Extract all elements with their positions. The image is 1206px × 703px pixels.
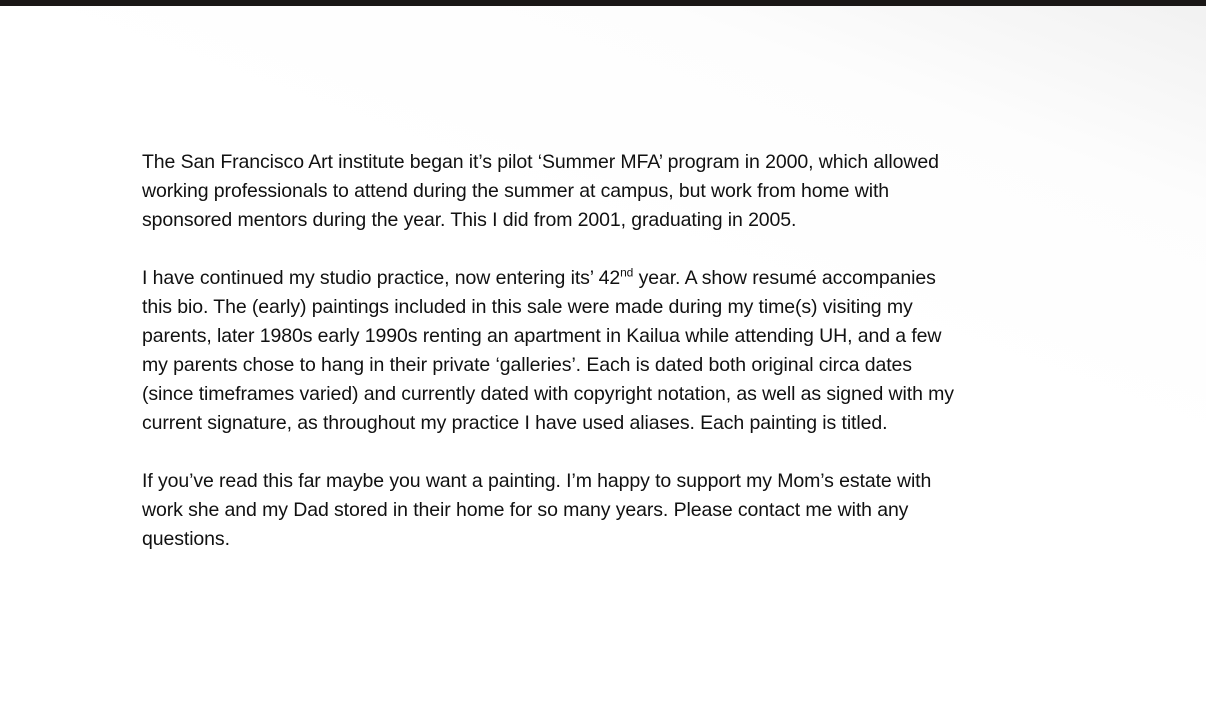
text-line xyxy=(142,264,954,293)
text-line: If you’ve read this far maybe you want a painting. I’m happy to support my Mom’s estate with xyxy=(142,470,932,492)
paragraph-studio-practice xyxy=(142,264,954,438)
text-line: my parents chose to hang in their private ‘galleries’. Each is dated both original circa dates xyxy=(142,354,912,376)
text-line: work she and my Dad stored in their home for so many years. Please contact me with any xyxy=(142,499,909,521)
text-line: The San Francisco Art institute began it’s pilot ‘Summer MFA’ program in 2000, which allowed xyxy=(142,151,939,173)
text-line: questions. xyxy=(142,528,230,550)
ordinal-suffix: nd xyxy=(620,265,634,280)
paragraph-education xyxy=(142,148,954,235)
text-line: parents, later 1980s early 1990s renting an apartment in Kailua while attending UH, and a few xyxy=(142,325,942,347)
paragraph-contact xyxy=(142,467,954,554)
text-line: working professionals to attend during the summer at campus, but work from home with xyxy=(142,180,890,202)
text-line: sponsored mentors during the year. This I did from 2001, graduating in 2005. xyxy=(142,209,797,231)
text-line: this bio. The (early) paintings included in this sale were made during my time(s) visiting my xyxy=(142,296,913,318)
top-bar xyxy=(0,0,1206,6)
text-segment: I have continued my studio practice, now entering its’ 42 xyxy=(142,267,621,289)
document-body xyxy=(142,148,954,583)
text-line: current signature, as throughout my practice I have used aliases. Each painting is titled. xyxy=(142,412,888,434)
text-segment: year. A show resumé accompanies xyxy=(633,267,936,289)
text-line: (since timeframes varied) and currently dated with copyright notation, as well as signed with my xyxy=(142,383,954,405)
